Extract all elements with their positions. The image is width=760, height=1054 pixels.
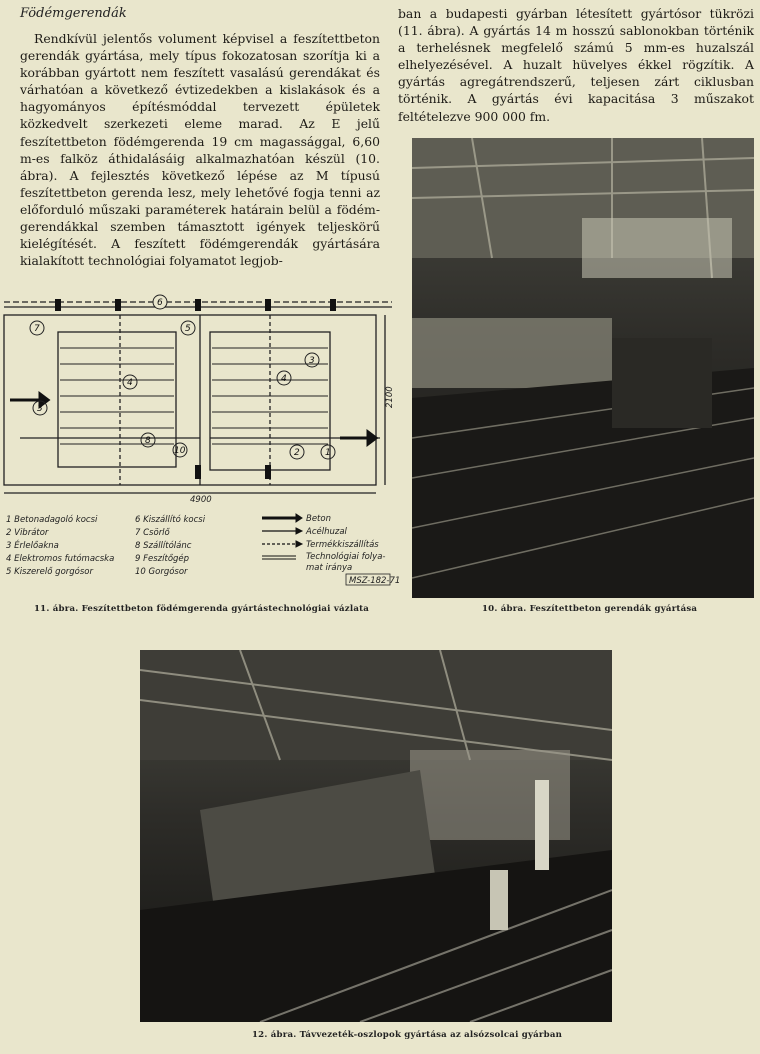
diagram-label-7: 7 xyxy=(34,324,40,334)
diagram-code: MSZ-182-71 xyxy=(349,576,400,586)
section-heading: Födémgerendák xyxy=(20,6,127,21)
diagram-label-10: 10 xyxy=(174,446,186,456)
arrow-legend-termek: Termékkiszállítás xyxy=(306,540,379,550)
dimension-horizontal: 4900 xyxy=(190,495,212,505)
arrow-legend-tech1: Technológiai folya- xyxy=(306,552,386,562)
legend-2: 2 Vibrátor xyxy=(6,528,49,538)
diagram-label-1: 1 xyxy=(325,448,331,458)
caption-fig12: 12. ábra. Távvezeték-oszlopok gyártása az alsózsolcai gyárban xyxy=(252,1030,563,1040)
caption-fig11: 11. ábra. Feszítettbeton födémgerenda gyártástechnológiai vázlata xyxy=(34,604,370,614)
legend-10: 10 Gorgósor xyxy=(135,567,188,577)
left-text-column xyxy=(20,30,380,269)
legend-7: 7 Csörlő xyxy=(135,528,170,538)
legend-8: 8 Szállítólánc xyxy=(135,541,192,551)
diagram-label-3: 3 xyxy=(309,356,315,366)
diagram-label-3b: 3 xyxy=(37,404,43,414)
diagram-label-6: 6 xyxy=(157,298,163,308)
photo-factory-beams xyxy=(412,138,754,598)
right-text-column xyxy=(398,5,754,125)
technology-layout-diagram xyxy=(0,290,400,600)
diagram-label-2: 2 xyxy=(294,448,300,458)
legend-1: 1 Betonadagoló kocsi xyxy=(6,515,98,525)
arrow-legend-tech2: mat iránya xyxy=(306,563,353,573)
legend-9: 9 Feszítőgép xyxy=(135,554,190,564)
caption-fig10: 10. ábra. Feszítettbeton gerendák gyártása xyxy=(482,604,698,614)
left-paragraph: Rendkívül jelentős volument képvisel a feszítettbeton gerendák gyártása, mely típus fokozatosan szorítja ki a korábban gyártott nem feszített vasalású gerendákat és várhatóan a következő évtizedekben a kislakások és a hagyományos építésmóddal tervezett épületek közkedvelt szerkezeti eleme marad. Az E jelű feszítettbeton födémgerenda 19 cm magassággal, 6,60 m-es falköz áthidalásáig alkalmazhatóan készül (10. ábra). A fejlesztés következő lépése az M típusú feszítettbeton gerenda lesz, mely lehetővé fogja tenni az előforduló műszaki paraméterek határain belül a födémgerendákkal szemben támasztott igények teljeskörű kielégítését. A feszített födémgerendák gyártására kialakított technológiai folyamatot legjob- xyxy=(20,31,380,269)
arrow-legend-acelhuzal: Acélhuzal xyxy=(306,527,347,537)
diagram-label-4b: 4 xyxy=(281,374,287,384)
dimension-vertical: 2100 xyxy=(385,386,395,408)
legend-5: 5 Kiszerelő gorgósor xyxy=(6,567,93,577)
arrow-legend-beton: Beton xyxy=(306,514,331,524)
diagram-label-5: 5 xyxy=(185,324,191,334)
diagram-label-4: 4 xyxy=(127,378,133,388)
legend-4: 4 Elektromos futómacska xyxy=(6,554,115,564)
legend-3: 3 Érlelőakna xyxy=(6,541,59,551)
right-paragraph: ban a budapesti gyárban létesített gyártósor tükrözi (11. ábra). A gyártás 14 m hosszú sablonokban történik a terhelésnek megfelelő számú 5 mm-es huzalszál elhelyezésével. A huzalt hüvelyes ékkel rögzítik. A gyártás agregátrendszerű, teljesen zárt ciklusban történik. A gyártás évi kapacitása 3 műszakot feltételezve 900 000 fm. xyxy=(398,6,754,124)
photo-pylon-production xyxy=(140,650,612,1022)
diagram-label-8: 8 xyxy=(145,436,151,446)
legend-6: 6 Kiszállító kocsi xyxy=(135,515,206,525)
